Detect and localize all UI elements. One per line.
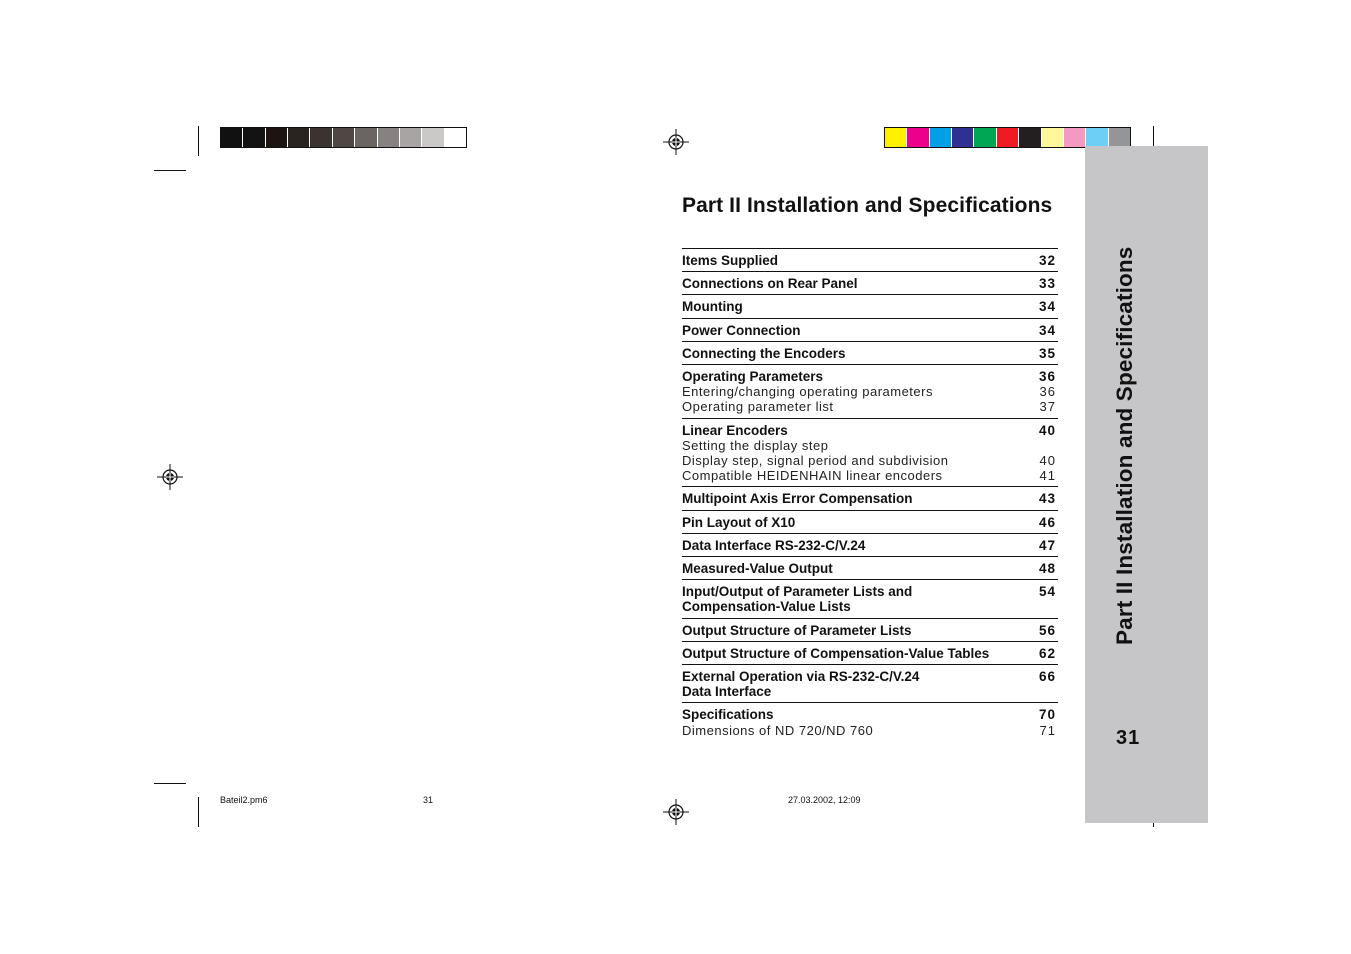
color-swatch [930,128,952,147]
toc-entry-row [682,599,1056,614]
toc-subentry-title: Compatible HEIDENHAIN linear encoders [682,468,943,484]
toc-entry [682,641,1058,664]
toc-entry-row [682,646,1056,661]
toc-subentry-page: 41 [1039,468,1056,484]
toc-entry-title: Output Structure of Parameter Lists [682,622,912,638]
color-swatch [310,128,332,147]
toc-entry [682,486,1058,509]
toc-entry-row [682,538,1056,553]
color-swatch [243,128,265,147]
crop-mark [198,797,199,827]
toc-entry-page: 34 [1038,299,1056,315]
toc-entry-title: Items Supplied [682,253,779,268]
toc-entry-title: Data Interface RS-232-C/V.24 [682,537,866,553]
toc-entry-row [682,346,1056,361]
toc-subentry-title: Display step, signal period and subdivision [682,453,949,469]
grayscale-bar [220,127,467,148]
toc-entry-row [682,491,1056,506]
toc-subentry [682,384,1056,399]
toc-entry-row [682,707,1056,722]
toc-subentry-page: 36 [1039,384,1056,400]
toc-entry [682,618,1058,641]
toc-subentry-title: Entering/changing operating parameters [682,384,933,400]
color-swatch [288,128,310,147]
side-tab-title: Part II Installation and Specifications [1112,246,1137,645]
toc-entry-row [682,515,1056,530]
toc-entry-page: 56 [1038,622,1056,638]
toc-entry-row [682,623,1056,638]
toc-subentry [682,453,1056,468]
toc-entry-page: 62 [1038,645,1056,661]
toc-entry-page: 48 [1038,561,1056,577]
toc-entry [682,341,1058,364]
color-swatch [974,128,996,147]
color-swatch [266,128,288,147]
toc-entry-title: Operating Parameters [682,369,824,385]
toc-entry-page: 35 [1038,345,1056,361]
toc-entry-row [682,253,1056,268]
toc-entry-title: Output Structure of Compensation-Value Tables [682,645,990,661]
toc-entry-page: 70 [1038,707,1056,723]
color-swatch [333,128,355,147]
registration-mark-icon [663,799,689,825]
toc-entry-title: Connecting the Encoders [682,345,846,361]
toc-subentry-title: Operating parameter list [682,399,834,415]
color-swatch [1086,128,1108,147]
toc-entry [682,364,1058,418]
toc-entry-row [682,369,1056,384]
footer-page: 31 [423,795,434,805]
toc-entry-page: 54 [1038,584,1056,600]
toc-entry-title: Input/Output of Parameter Lists and [682,584,913,600]
toc-subentry [682,399,1056,414]
color-swatch [355,128,377,147]
toc-entry-row [682,323,1056,338]
toc-entry-title: Multipoint Axis Error Compensation [682,491,913,507]
toc-entry-title: Mounting [682,299,743,315]
toc-subentry-page: 40 [1039,453,1056,469]
toc-subentry-page: 71 [1039,722,1056,738]
toc-entry-page: 46 [1038,514,1056,530]
toc-entry-row [682,584,1056,599]
color-swatch [1019,128,1041,147]
crop-mark [154,783,186,784]
toc-subentry [682,468,1056,483]
table-of-contents [682,248,1058,741]
toc-entry-title: Connections on Rear Panel [682,276,858,292]
toc-subentry-title: Setting the display step [682,437,829,453]
toc-entry-row [682,669,1056,684]
footer-file: Bateil2.pm6 [220,795,268,805]
toc-subentry-page: 37 [1039,399,1056,415]
toc-entry-title: Power Connection [682,322,801,338]
footer-timestamp: 27.03.2002, 12:09 [788,795,861,805]
color-swatch [378,128,400,147]
toc-entry-page: 32 [1038,253,1056,268]
color-swatch [1109,128,1130,147]
toc-entry [682,702,1058,740]
color-swatch [952,128,974,147]
toc-subentry [682,723,1056,738]
toc-entry-page: 33 [1038,276,1056,292]
toc-entry-row [682,423,1056,438]
side-tab [1085,146,1208,823]
toc-entry [682,664,1058,702]
registration-mark-icon [663,129,689,155]
color-swatch [422,128,444,147]
toc-entry-title: Linear Encoders [682,422,788,438]
toc-entry [682,510,1058,533]
page-title: Part II Installation and Specifications [682,194,1053,217]
color-swatch [221,128,243,147]
toc-entry [682,418,1058,487]
color-swatch [400,128,422,147]
toc-entry-title: External Operation via RS-232-C/V.24 [682,669,920,685]
toc-entry-row [682,684,1056,699]
color-swatch [885,128,907,147]
side-tab-page-number: 31 [1116,727,1141,749]
color-swatch [997,128,1019,147]
toc-subentry [682,438,1056,453]
registration-mark-icon [157,464,183,490]
crop-mark [198,126,199,156]
color-swatch [907,128,929,147]
toc-entry-page: 36 [1038,369,1056,385]
toc-entry [682,579,1058,617]
toc-subentry-title: Dimensions of ND 720/ND 760 [682,722,874,738]
toc-entry [682,248,1058,271]
color-bar [884,127,1131,148]
color-swatch [445,128,466,147]
toc-entry-title: Specifications [682,707,774,723]
toc-entry-row [682,561,1056,576]
color-swatch [1042,128,1064,147]
toc-entry [682,556,1058,579]
toc-entry-title: Pin Layout of X10 [682,514,796,530]
toc-entry [682,533,1058,556]
toc-entry-page: 40 [1038,422,1056,438]
toc-entry-row [682,276,1056,291]
toc-entry-title-continued: Data Interface [682,684,772,700]
toc-entry-row [682,299,1056,314]
color-swatch [1064,128,1086,147]
toc-entry-title-continued: Compensation-Value Lists [682,599,851,615]
toc-entry-page: 34 [1038,322,1056,338]
toc-entry-title: Measured-Value Output [682,561,833,577]
toc-entry [682,271,1058,294]
toc-entry-page: 43 [1038,491,1056,507]
toc-entry-page: 66 [1038,669,1056,685]
toc-entry-page: 47 [1038,537,1056,553]
crop-mark [154,170,186,171]
toc-entry [682,318,1058,341]
toc-entry [682,294,1058,317]
